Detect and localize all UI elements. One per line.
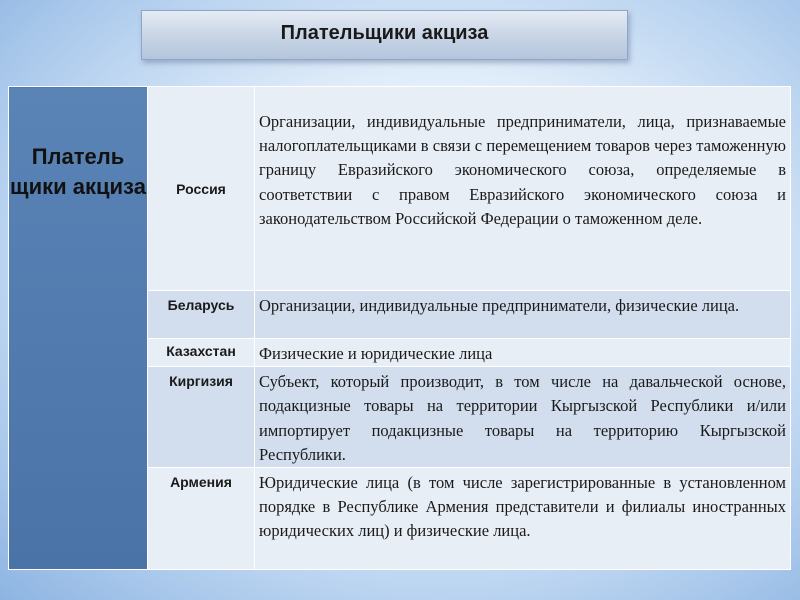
side-label: Платель щики акциза — [10, 144, 146, 199]
slide-title-box — [141, 10, 628, 60]
country-cell-kyrgyzstan — [148, 367, 255, 468]
description-text: Юридические лица (в том числе зарегистрированные в установленном порядке в Республике Армения представители и филиалы иностранных юридических лиц) и физические лица. — [259, 473, 786, 541]
country-cell-belarus — [148, 291, 255, 339]
table-row-russia — [9, 87, 791, 291]
country-cell-armenia — [148, 468, 255, 570]
description-text: Физические и юридические лица — [259, 344, 493, 363]
country-name: Киргизия — [169, 373, 233, 390]
description-text: Субъект, который производит, в том числе на давальческой основе, подакцизные товары на территории Кыргызской Республики и/или импортирует подакцизные товары на территорию Кыргызской Республики. — [259, 372, 786, 464]
description-cell-belarus — [255, 291, 791, 339]
description-cell-armenia — [255, 468, 791, 570]
country-name: Россия — [176, 180, 226, 197]
country-name: Казахстан — [166, 343, 236, 359]
description-text: Организации, индивидуальные предприниматели, лица, признаваемые налогоплательщиками в связи с перемещением товаров через таможенную границу Евразийского экономического союза, определяемые в соответствии с правом Евразийского экономического союза и законодательством Российской Федерации о таможенном деле. — [259, 112, 786, 228]
slide-title: Плательщики акциза — [280, 21, 489, 44]
country-cell-kazakhstan — [148, 339, 255, 367]
description-cell-kyrgyzstan — [255, 367, 791, 468]
description-cell-kazakhstan — [255, 339, 791, 367]
country-name: Беларусь — [167, 297, 235, 313]
description-text: Организации, индивидуальные предприниматели, физические лица. — [259, 296, 740, 315]
country-cell-russia — [148, 87, 255, 291]
side-label-cell — [9, 87, 148, 570]
country-name: Армения — [170, 474, 232, 491]
excise-payers-table — [8, 86, 791, 570]
description-cell-russia — [255, 87, 791, 291]
